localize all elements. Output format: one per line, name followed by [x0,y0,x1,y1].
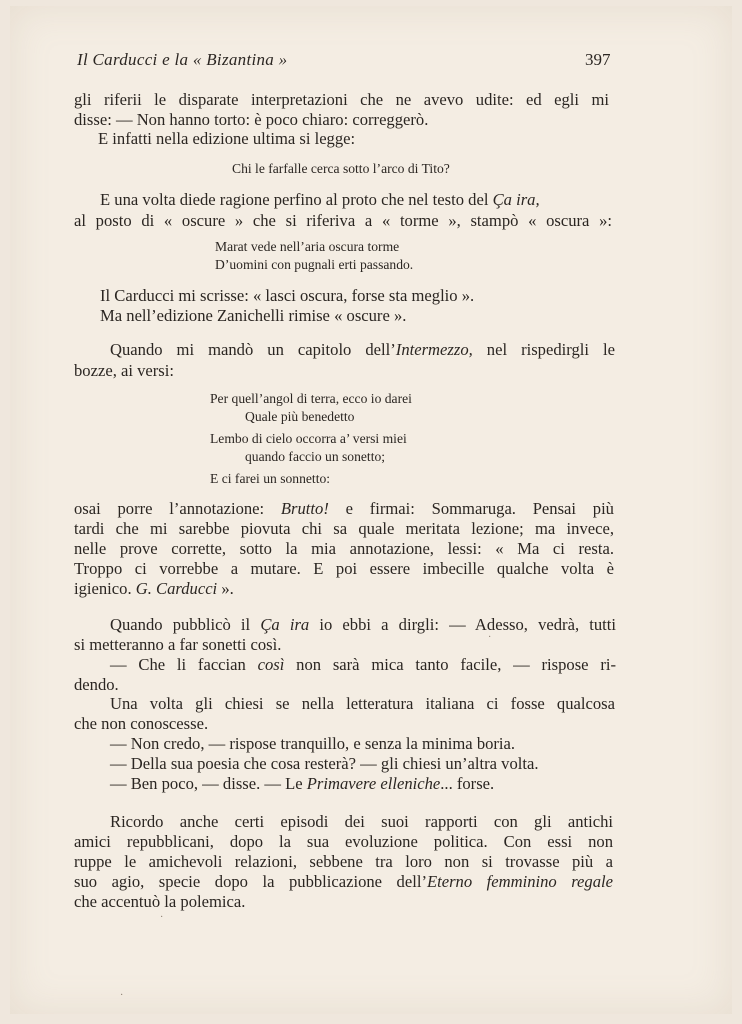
text-line: igienico. G. Carducci ». [74,579,234,598]
text-line: dendo. [74,675,119,694]
text-line: amici repubblicani, dopo la sua evoluzione politica. Con essi non [74,832,613,851]
text-line: Troppo ci vorrebbe a mutare. E poi essere imbecille qualche volta è [74,559,614,578]
text-line: che non conoscesse. [74,714,209,733]
verse-line: Quale più benedetto [245,409,355,424]
verse-line: D’uomini con pugnali erti passando. [215,257,414,272]
text-line: — Che li faccian così non sarà mica tanto facile, — rispose ri- [110,655,616,674]
verse-line: Lembo di cielo occorra a’ versi miei [210,431,407,446]
verse-line: E ci farei un sonnetto: [210,471,331,486]
paper-speck: · [488,632,492,643]
verse-line: quando faccio un sonetto; [245,449,386,464]
text-line: tardi che mi sarebbe piovuta chi sa quale meritata lezione; ma invece, [74,519,614,538]
text-line: Il Carducci mi scrisse: « lasci oscura, forse sta meglio ». [100,286,475,305]
text-line: Ricordo anche certi episodi dei suoi rapporti con gli antichi [110,812,613,831]
text-line: — Della sua poesia che cosa resterà? — gli chiesi un’altra volta. [110,754,539,773]
page-number: 397 [585,50,611,69]
text-line: gli riferii le disparate interpretazioni che ne avevo udite: ed egli mi [74,90,609,109]
text-line: ruppe le amichevoli relazioni, sebbene tra loro non si trovasse più a [74,852,613,871]
verse-line: Marat vede nell’aria oscura torme [215,239,400,254]
text-line: Ma nell’edizione Zanichelli rimise « oscure ». [100,306,407,325]
text-line: Una volta gli chiesi se nella letteratura italiana ci fosse qualcosa [110,694,615,713]
paper-speck: · [120,990,124,1001]
text-line: bozze, ai versi: [74,361,174,380]
text-line: Quando pubblicò il Ça ira io ebbi a dirgli: — Adesso, vedrà, tutti [110,615,616,634]
text-line: si metteranno a far sonetti così. [74,635,282,654]
verse-line: Per quell’angol di terra, ecco io darei [210,391,412,406]
text-line: osai porre l’annotazione: Brutto! e firmai: Sommaruga. Pensai più [74,499,614,518]
text-line: al posto di « oscure » che si riferiva a « torme », stampò « oscura »: [74,211,612,230]
text-line: Quando mi mandò un capitolo dell’Intermezzo, nel rispedirgli le [110,340,615,359]
text-line: E una volta diede ragione perfino al proto che nel testo del Ça ira, [100,190,540,209]
text-line: — Ben poco, — disse. — Le Primavere elleniche... forse. [110,774,495,793]
text-line: nelle prove corrette, sotto la mia annotazione, lessi: « Ma ci resta. [74,539,614,558]
text-line: E infatti nella edizione ultima si legge: [98,129,356,148]
verse-quote: Chi le farfalle cerca sotto l’arco di Tito? [232,161,450,176]
text-line: suo agio, specie dopo la pubblicazione dell’Eterno femminino regale [74,872,613,891]
running-header-title: Il Carducci e la « Bizantina » [77,50,288,69]
text-line: — Non credo, — rispose tranquillo, e senza la minima boria. [110,734,516,753]
text-line: che accentuò la polemica. [74,892,246,911]
paper-speck: · [160,912,164,923]
text-line: disse: — Non hanno torto: è poco chiaro: correggerò. [74,110,429,129]
